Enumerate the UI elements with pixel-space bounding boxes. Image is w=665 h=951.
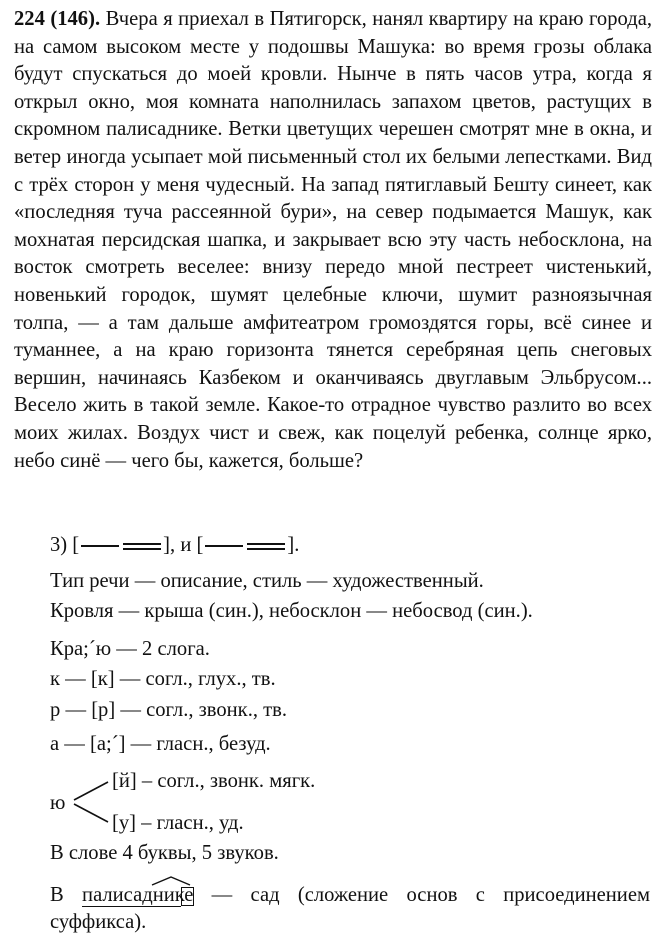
exercise-number: 224 (146). [14,8,101,30]
speech-type-line: Тип речи — описание, стиль — художественный. [50,570,484,592]
exercise-text [14,6,652,475]
subject-underline-2 [205,545,243,547]
fork-lines-icon [70,778,112,828]
ju-sound-2: [у] – гласн., уд. [112,812,244,834]
morph-word [82,882,193,909]
phonetic-word-line: Кра;´ю — 2 слога. [50,638,210,660]
subject-underline [81,545,119,547]
stem-underline [82,906,181,907]
ju-sound-1: [й] – согл., звонк. мягк. [112,770,316,792]
synonyms-line: Кровля — крыша (син.), небосклон — небосвод (син.). [50,600,533,622]
ju-letter: ю [50,792,66,814]
sound-line-2: р — [р] — согл., звонк., тв. [50,699,288,721]
ending-box-icon [181,887,194,906]
sound-line-1: к — [к] — согл., глух., тв. [50,668,276,690]
letters-sounds-summary: В слове 4 буквы, 5 звуков. [50,842,279,864]
scheme-middle: ], и [ [163,534,204,556]
morph-word-text: палисаднике [82,884,194,906]
sentence-scheme [50,534,299,557]
sound-line-3: а — [а;´] — гласн., безуд. [50,733,271,755]
morph-rest: — сад (сложение основ с присоединением суффикса). [50,884,650,933]
scheme-prefix: 3) [ [50,534,80,556]
exercise-body: Вчера я приехал в Пятигорск, нанял квартиру на краю города, на самом высоком месте у подошвы Машука: во время грозы облака будут спускаться до моей кровли. Нынче в пять часов утра, когда я открыл окно, моя комната наполнилась запахом цветов, растущих в скромном палисаднике. Ветки цветущих черешен смотрят мне в окна, и ветер иногда усыпает мой письменный стол их белыми лепестками. Вид с трёх сторон у меня чудесный. На запад пятиглавый Бешту синеет, как «последняя туча рассеянной бури», на север подымается Машук, как мохнатая персидская шапка, и закрывает всю эту часть небосклона, на восток смотреть веселее: внизу передо мной пестреет чистенький, новенький городок, шумят целебные ключи, шумит разноязычная толпа, — а там дальше амфитеатром громоздятся горы, всё синее и туманнее, а на краю горизонта тянется серебряная цепь снеговых вершин, начинаясь Казбеком и оканчиваясь двуглавым Эльбрусом... Весело жить в такой земле. Какое-то отрадное чувство разлито во всех моих жилах. Воздух чист и свеж, как поцелуй ребенка, солнце ярко, небо синё — чего бы, кажется, больше? [14,8,652,472]
predicate-underline-2 [247,543,285,550]
morphemic-analysis [50,882,650,936]
suffix-mark-icon [151,876,191,886]
morph-lead: В [50,884,64,906]
scheme-suffix: ]. [287,534,300,556]
predicate-underline [123,543,161,550]
